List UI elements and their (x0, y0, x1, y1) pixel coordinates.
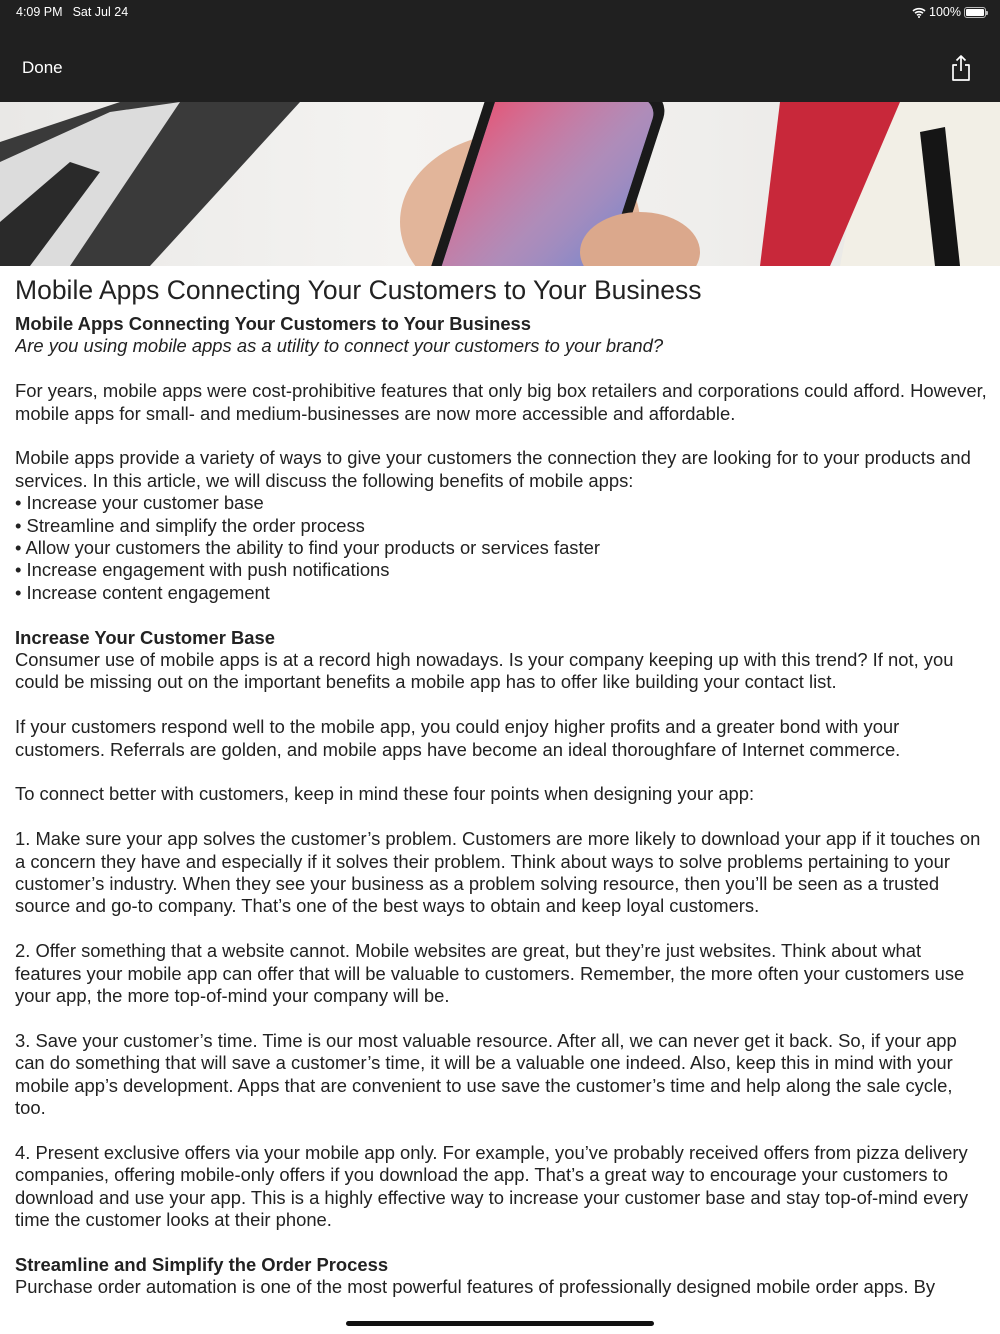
article-subtitle: Mobile Apps Connecting Your Customers to Your Business (15, 313, 532, 334)
article-lead: Are you using mobile apps as a utility to connect your customers to your brand? (15, 335, 664, 357)
list-item: • Allow your customers the ability to find your products or services faster (15, 537, 600, 559)
done-button[interactable]: Done (22, 58, 63, 77)
article-content (15, 272, 987, 1306)
paragraph: To connect better with customers, keep in mind these four points when designing your app: (15, 783, 755, 805)
paragraph: For years, mobile apps were cost-prohibitive features that only big box retailers and corporations could afford. However, mobile apps for small- and medium-businesses are now more accessible and affordable. (15, 380, 987, 424)
paragraph: 4. Present exclusive offers via your mobile app only. For example, you’ve probably received offers from pizza delivery companies, offering mobile-only offers if you download the app. That’s a great way to encourage your customers to download and use your app. This is a highly effective way to increase your customer base and stay top-of-mind every time the customer looks at their phone. (15, 1141, 969, 1231)
list-item: • Increase content engagement (15, 581, 270, 603)
paragraph: If your customers respond well to the mobile app, you could enjoy higher profits and a greater bond with your customers. Referrals are golden, and mobile apps have become an ideal thoroughfare of Internet commerce. (15, 716, 901, 760)
paragraph: Purchase order automation is one of the most powerful features of professionally designed mobile order apps. By (15, 1276, 936, 1298)
list-item: • Increase engagement with push notifications (15, 559, 390, 581)
paragraph: 2. Offer something that a website cannot. Mobile websites are great, but they’re just websites. Think about what features your mobile app can offer that will be valuable to customers. Remember, the more often your customers use your app, the more top-of-mind your company will be. (15, 940, 965, 1007)
paragraph: Consumer use of mobile apps is at a record high nowadays. Is your company keeping up with this trend? If not, you could be missing out on the important benefits a mobile app has to offer like building your contact list. (15, 649, 954, 693)
wifi-icon (912, 7, 926, 18)
paragraph: Mobile apps provide a variety of ways to give your customers the connection they are looking for to your products and services. In this article, we will discuss the following benefits of mobile apps: (15, 447, 971, 491)
home-indicator[interactable] (346, 1321, 654, 1326)
list-item: • Increase your customer base (15, 492, 264, 514)
section-heading: Increase Your Customer Base (15, 626, 275, 648)
status-date: Sat Jul 24 (72, 5, 129, 19)
battery-icon (964, 7, 986, 18)
status-time: 4:09 PM (16, 5, 63, 19)
article-hero-image (0, 102, 1000, 266)
paragraph: 3. Save your customer’s time. Time is our most valuable resource. After all, we can never get it back. So, if your app can do something that will save a customer’s time, it will be a valuable one indeed. Also, keep this in mind with your mobile app’s development. Apps that are convenient to use save the customer’s time and help along the sale cycle, too. (15, 1029, 957, 1119)
benefits-list (15, 492, 987, 604)
battery-percent: 100% (929, 5, 961, 19)
navigation-bar (0, 24, 1000, 102)
paragraph: 1. Make sure your app solves the customer’s problem. Customers are more likely to download your app if it touches on a concern they have and especially if it solves their problem. Think about ways to solve problems pertaining to your customer’s industry. When they see your business as a problem solving resource, then you’ll be seen as a trusted source and go-to company. That’s one of the best ways to obtain and keep loyal customers. (15, 828, 981, 917)
article-title: Mobile Apps Connecting Your Customers to Your Business (15, 275, 702, 305)
section-heading: Streamline and Simplify the Order Process (15, 1253, 389, 1275)
share-icon[interactable] (950, 54, 972, 82)
status-bar (0, 0, 1000, 24)
list-item: • Streamline and simplify the order process (15, 514, 365, 536)
